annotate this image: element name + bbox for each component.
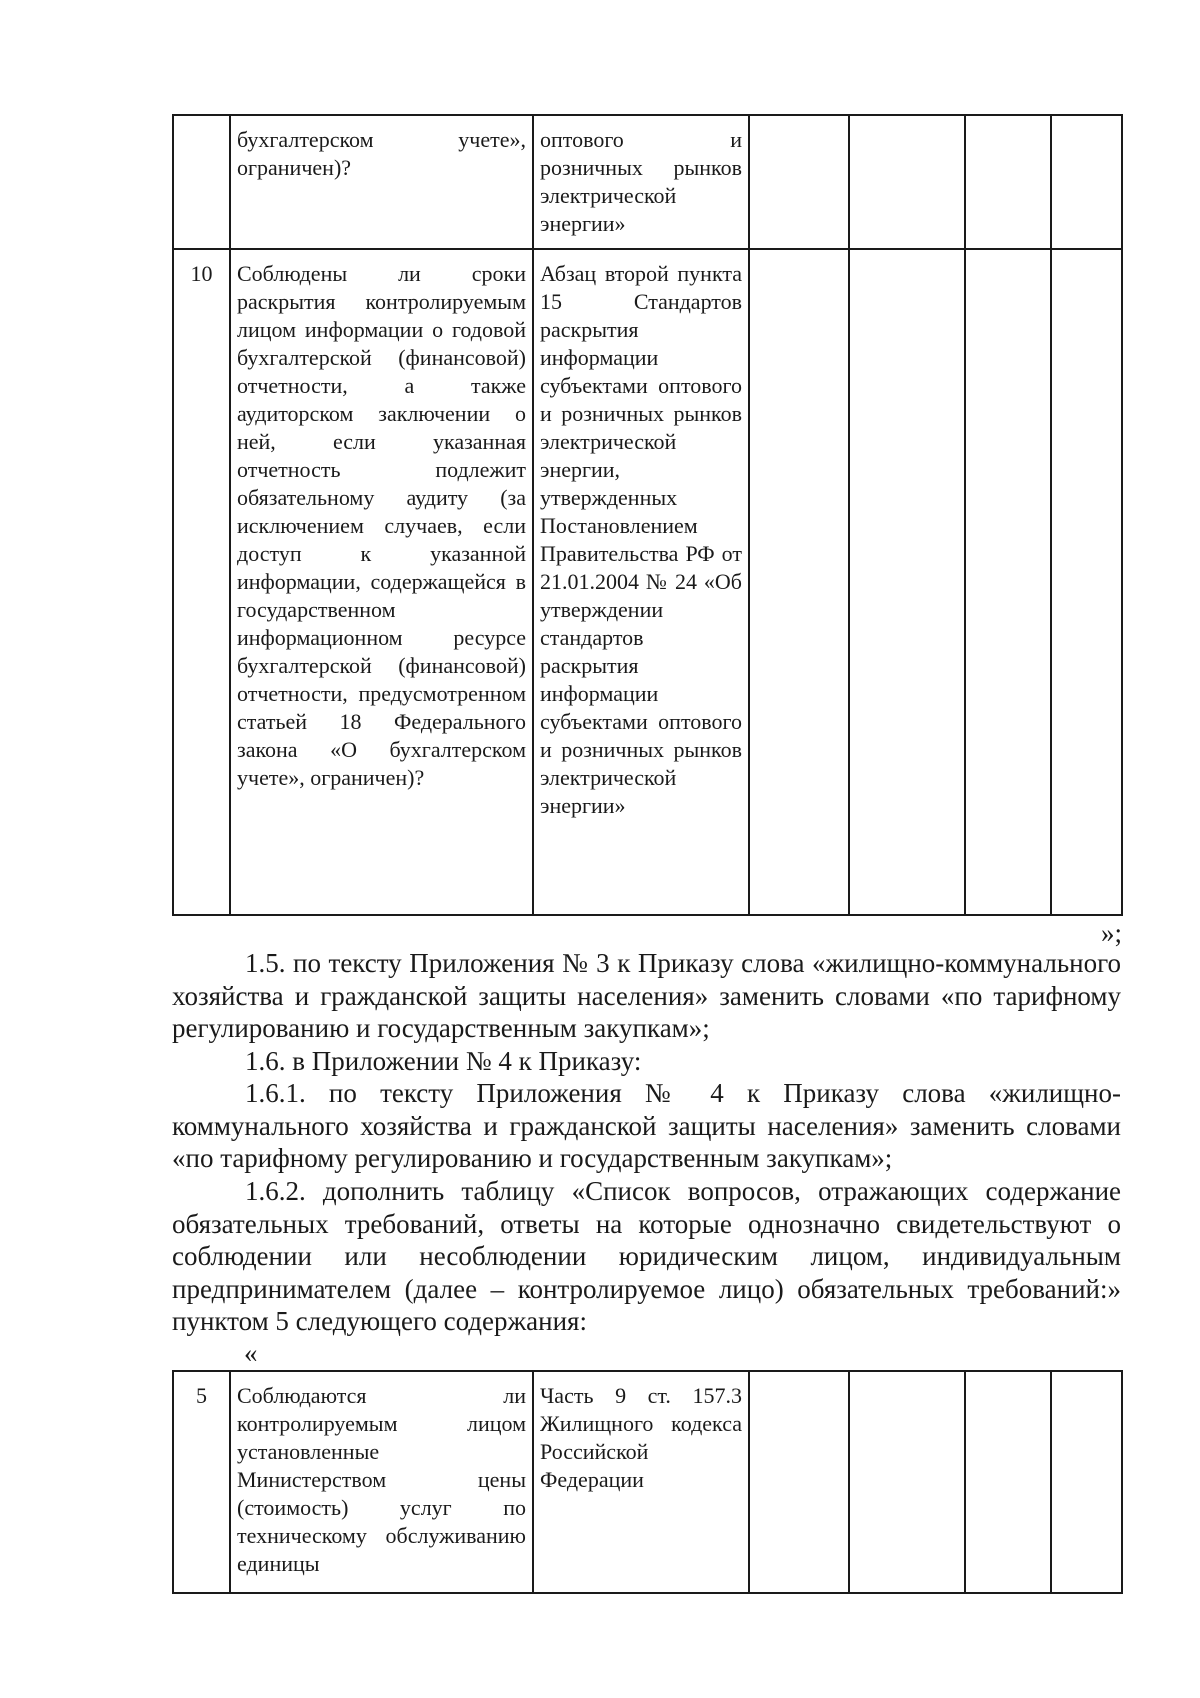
opening-quote-mark: « xyxy=(244,1338,258,1368)
row-number-cell xyxy=(173,115,230,249)
empty-answer-cell xyxy=(965,115,1051,249)
question-text: Соблюдены ли сроки раскрытия контролируемым лицом информации о годовой бухгалтерской (финансовой) отчетности, а также аудиторском заключении о ней, если указанная отчетность подлежит обязательному аудиту (за исключением случаев, если доступ к указанной информации, содержащейся в государственном информационном ресурсе бухгалтерской (финансовой) отчетности, предусмотренном статьей 18 Федерального закона «О бухгалтерском учете», ограничен)? xyxy=(237,261,526,790)
row-number-cell xyxy=(173,249,230,915)
question-cell xyxy=(230,249,533,915)
reference-text: оптового и розничных рынков электрической энергии» xyxy=(540,127,742,236)
paragraph-1-6-1: 1.6.1. по тексту Приложения № 4 к Приказу слова «жилищно-коммунального хозяйства и гражданской защиты населения» заменить словами «по тарифному регулированию и государственным закупкам»; xyxy=(172,1078,1121,1173)
reference-text: Часть 9 ст. 157.3 Жилищного кодекса Российской Федерации xyxy=(540,1383,742,1492)
reference-text: Абзац второй пункта 15 Стандартов раскрытия информации субъектами оптового и розничных рынков электрической энергии, утвержденных Постановлением Правительства РФ от 21.01.2004 № 24 «Об утверждении стандартов раскрытия информации субъектами оптового и розничных рынков электрической энергии» xyxy=(540,261,742,818)
empty-answer-cell xyxy=(1051,1371,1122,1593)
question-text: бухгалтерском учете», ограничен)? xyxy=(237,127,526,180)
row-number: 5 xyxy=(196,1383,207,1408)
row-number-cell xyxy=(173,1371,230,1593)
question-cell xyxy=(230,115,533,249)
empty-answer-cell xyxy=(749,249,849,915)
empty-answer-cell xyxy=(749,115,849,249)
empty-answer-cell xyxy=(849,1371,965,1593)
empty-answer-cell xyxy=(849,115,965,249)
question-text: Соблюдаются ли контролируемым лицом установленные Министерством цены (стоимость) услуг по техническому обслуживанию единицы xyxy=(237,1383,526,1576)
row-number: 10 xyxy=(190,261,213,286)
empty-answer-cell xyxy=(1051,249,1122,915)
table-row xyxy=(173,1371,1122,1593)
closing-quote-mark: »; xyxy=(1100,918,1122,948)
checklist-table-continuation xyxy=(172,114,1123,916)
reference-cell xyxy=(533,1371,749,1593)
empty-answer-cell xyxy=(965,249,1051,915)
reference-cell xyxy=(533,115,749,249)
empty-answer-cell xyxy=(1051,115,1122,249)
reference-cell xyxy=(533,249,749,915)
empty-answer-cell xyxy=(965,1371,1051,1593)
empty-answer-cell xyxy=(749,1371,849,1593)
paragraph-1-5: 1.5. по тексту Приложения № 3 к Приказу слова «жилищно-коммунального хозяйства и гражданской защиты населения» заменить словами «по тарифному регулированию и государственным закупкам»; xyxy=(172,948,1121,1043)
paragraph-1-6-2: 1.6.2. дополнить таблицу «Список вопросов, отражающих содержание обязательных требований, ответы на которые однозначно свидетельствуют о соблюдении или несоблюдении юридическим лицом, индивидуальным предпринимателем (далее – контролируемое лицо) обязательных требований:» пунктом 5 следующего содержания: xyxy=(172,1176,1121,1336)
table-row xyxy=(173,115,1122,249)
empty-answer-cell xyxy=(849,249,965,915)
question-cell xyxy=(230,1371,533,1593)
paragraph-1-6: 1.6. в Приложении № 4 к Приказу: xyxy=(245,1046,642,1076)
table-row xyxy=(173,249,1122,915)
checklist-table-new xyxy=(172,1370,1123,1594)
